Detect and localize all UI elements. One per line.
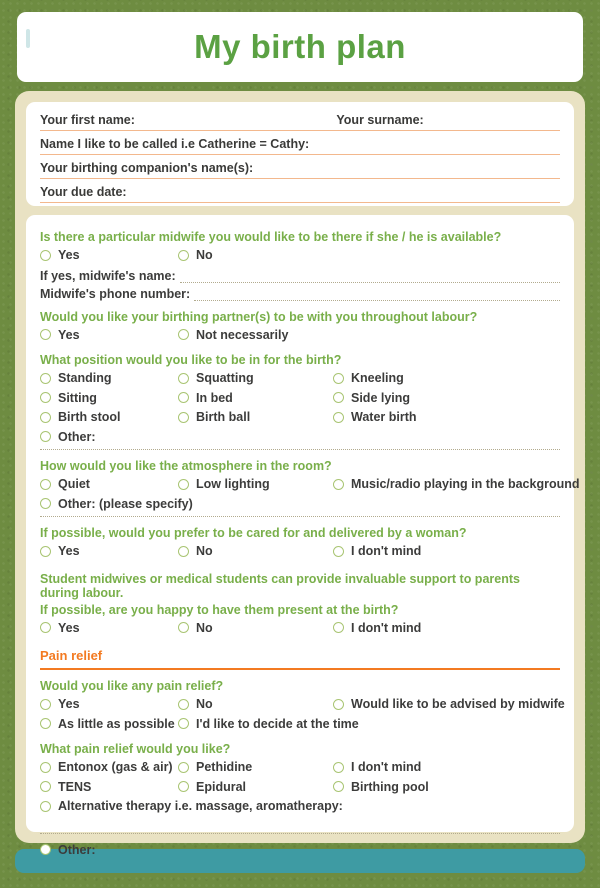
option-row [40,797,560,816]
radio-option[interactable] [40,544,178,558]
option-label: No [196,248,213,263]
radio-button-icon[interactable] [178,392,189,403]
radio-option[interactable] [40,843,178,857]
radio-button-icon[interactable] [333,479,344,490]
radio-button-icon[interactable] [333,622,344,633]
radio-button-icon[interactable] [333,373,344,384]
option-row [40,246,560,265]
radio-option[interactable] [40,328,178,342]
radio-option[interactable] [178,328,333,342]
option-label: Other: [58,842,96,857]
radio-option[interactable] [40,410,178,424]
option-row [40,475,580,494]
question-text: If possible, would you prefer to be cared for and delivered by a woman? [40,526,467,540]
question-text: What position would you like to be in for the birth? [40,353,342,367]
questions-card [26,215,580,857]
option-label: I don't mind [351,620,422,635]
name-row [40,179,560,203]
radio-option[interactable] [178,391,333,405]
option-row [40,778,560,797]
dotted-write-line[interactable] [40,449,560,450]
radio-option[interactable] [178,477,333,491]
radio-button-icon[interactable] [178,546,189,557]
option-row [40,389,560,408]
option-label: I'd like to decide at the time [196,716,359,731]
radio-option[interactable] [40,496,193,511]
radio-option[interactable] [333,391,560,405]
option-label: No [196,620,213,635]
radio-option[interactable] [178,371,333,385]
field-input-line[interactable] [180,269,560,283]
radio-button-icon[interactable] [40,718,51,729]
radio-option[interactable] [178,716,359,731]
radio-button-icon[interactable] [178,718,189,729]
radio-button-icon[interactable] [40,392,51,403]
radio-button-icon[interactable] [40,622,51,633]
radio-option[interactable] [178,697,333,711]
option-row [40,495,560,514]
option-label: Music/radio playing in the background [351,477,580,492]
header-card [17,12,583,82]
field-label: If yes, midwife's name: [40,268,176,283]
option-label: Birth stool [58,410,121,425]
radio-button-icon[interactable] [178,699,189,710]
option-label: Kneeling [351,371,404,386]
write-in-field [40,269,560,283]
due-date-input-line[interactable] [127,198,560,199]
radio-option[interactable] [178,780,333,794]
radio-option[interactable] [333,410,560,424]
option-label: Other: [58,429,96,444]
radio-option[interactable] [178,248,333,262]
radio-option[interactable] [333,477,580,491]
name-fields-card [26,102,574,206]
radio-button-icon[interactable] [178,622,189,633]
radio-button-icon[interactable] [40,498,51,509]
radio-button-icon[interactable] [40,329,51,340]
radio-button-icon[interactable] [333,546,344,557]
radio-option[interactable] [40,717,178,731]
radio-button-icon[interactable] [178,250,189,261]
nickname-input-line[interactable] [309,150,560,151]
section-heading: Pain relief [40,648,560,670]
radio-option[interactable] [40,760,178,774]
companion-input-line[interactable] [253,174,560,175]
radio-option[interactable] [40,391,178,405]
radio-button-icon[interactable] [40,250,51,261]
option-row [40,715,560,734]
radio-button-icon[interactable] [178,373,189,384]
option-label: I don't mind [351,544,422,559]
radio-option[interactable] [333,621,560,635]
option-label: Birthing pool [351,779,429,794]
question-text: What pain relief would you like? [40,742,231,756]
option-row [40,758,560,777]
radio-button-icon[interactable] [40,844,51,855]
form-container [15,91,585,857]
option-label: Pethidine [196,760,253,775]
radio-option[interactable] [178,621,333,635]
field-label: Midwife's phone number: [40,286,191,301]
name-row [40,107,560,131]
radio-button-icon[interactable] [40,762,51,773]
radio-option[interactable] [40,248,178,262]
radio-button-icon[interactable] [333,762,344,773]
radio-option[interactable] [40,371,178,385]
option-label: Quiet [58,477,90,492]
first-name-label: Your first name: [40,113,135,127]
radio-button-icon[interactable] [333,699,344,710]
option-label: TENS [58,779,92,794]
option-row [40,542,560,561]
option-row [40,326,560,345]
radio-button-icon[interactable] [40,431,51,442]
radio-option[interactable] [40,430,178,444]
option-label: I don't mind [351,760,422,775]
radio-button-icon[interactable] [40,801,51,812]
option-label: As little as possible [58,716,175,731]
option-row [40,408,560,427]
radio-button-icon[interactable] [333,781,344,792]
radio-button-icon[interactable] [178,762,189,773]
radio-option[interactable] [40,799,343,814]
radio-button-icon[interactable] [333,392,344,403]
option-label: Yes [58,248,80,263]
option-label: Side lying [351,390,411,405]
option-label: Would like to be advised by midwife [351,697,565,712]
name-row [40,131,560,155]
dotted-write-line[interactable] [40,516,560,517]
radio-button-icon[interactable] [40,546,51,557]
radio-option[interactable] [333,760,560,774]
field-input-line[interactable] [194,287,560,301]
surname-label: Your surname: [336,113,424,127]
radio-button-icon[interactable] [40,781,51,792]
first-name-input-line[interactable] [135,113,336,127]
option-label: Alternative therapy i.e. massage, aromatherapy: [58,799,343,814]
option-label: Yes [58,620,80,635]
option-label: Entonox (gas & air) [58,760,173,775]
note-text: Student midwives or medical students can provide invaluable support to parents during labour. [40,571,520,600]
option-label: In bed [196,390,233,405]
option-row [40,695,565,714]
logo-fragment [26,29,30,48]
radio-option[interactable] [178,760,333,774]
radio-button-icon[interactable] [40,373,51,384]
radio-button-icon[interactable] [40,412,51,423]
radio-option[interactable] [178,410,333,424]
radio-option[interactable] [40,780,178,794]
option-label: Not necessarily [196,327,289,342]
option-label: Low lighting [196,477,270,492]
radio-button-icon[interactable] [40,479,51,490]
option-row [40,369,560,388]
write-in-field [40,287,560,301]
due-date-label: Your due date: [40,185,127,199]
question-text: If possible, are you happy to have them present at the birth? [40,602,399,617]
option-label: Water birth [351,410,417,425]
option-label: Standing [58,371,112,386]
nickname-label: Name I like to be called i.e Catherine = Cathy: [40,137,310,151]
option-label: Other: (please specify) [58,496,193,511]
radio-button-icon[interactable] [178,781,189,792]
radio-option[interactable] [178,544,333,558]
radio-button-icon[interactable] [178,329,189,340]
surname-input-line[interactable] [424,113,560,127]
name-row [40,155,560,179]
question-text: Is there a particular midwife you would like to be there if she / he is available? [40,230,502,244]
option-label: Birth ball [196,410,251,425]
dotted-write-line[interactable] [40,833,560,834]
question-text: How would you like the atmosphere in the room? [40,459,332,473]
option-label: Yes [58,327,80,342]
option-label: Yes [58,697,80,712]
option-label: No [196,697,213,712]
radio-button-icon[interactable] [178,412,189,423]
option-label: No [196,544,213,559]
radio-option[interactable] [40,621,178,635]
page-title: My birth plan [194,28,406,65]
radio-option[interactable] [333,780,560,794]
radio-option[interactable] [40,697,178,711]
radio-option[interactable] [333,697,565,711]
option-label: Sitting [58,390,97,405]
radio-button-icon[interactable] [40,699,51,710]
radio-button-icon[interactable] [178,479,189,490]
radio-button-icon[interactable] [333,412,344,423]
option-label: Squatting [196,371,254,386]
radio-option[interactable] [333,544,560,558]
radio-option[interactable] [40,477,178,491]
option-row [40,428,560,447]
question-text: Would you like your birthing partner(s) to be with you throughout labour? [40,309,478,324]
radio-option[interactable] [333,371,560,385]
question-text: Would you like any pain relief? [40,679,224,693]
option-label: Yes [58,544,80,559]
companion-label: Your birthing companion's name(s): [40,161,254,175]
option-label: Epidural [196,779,247,794]
option-row [40,619,560,638]
